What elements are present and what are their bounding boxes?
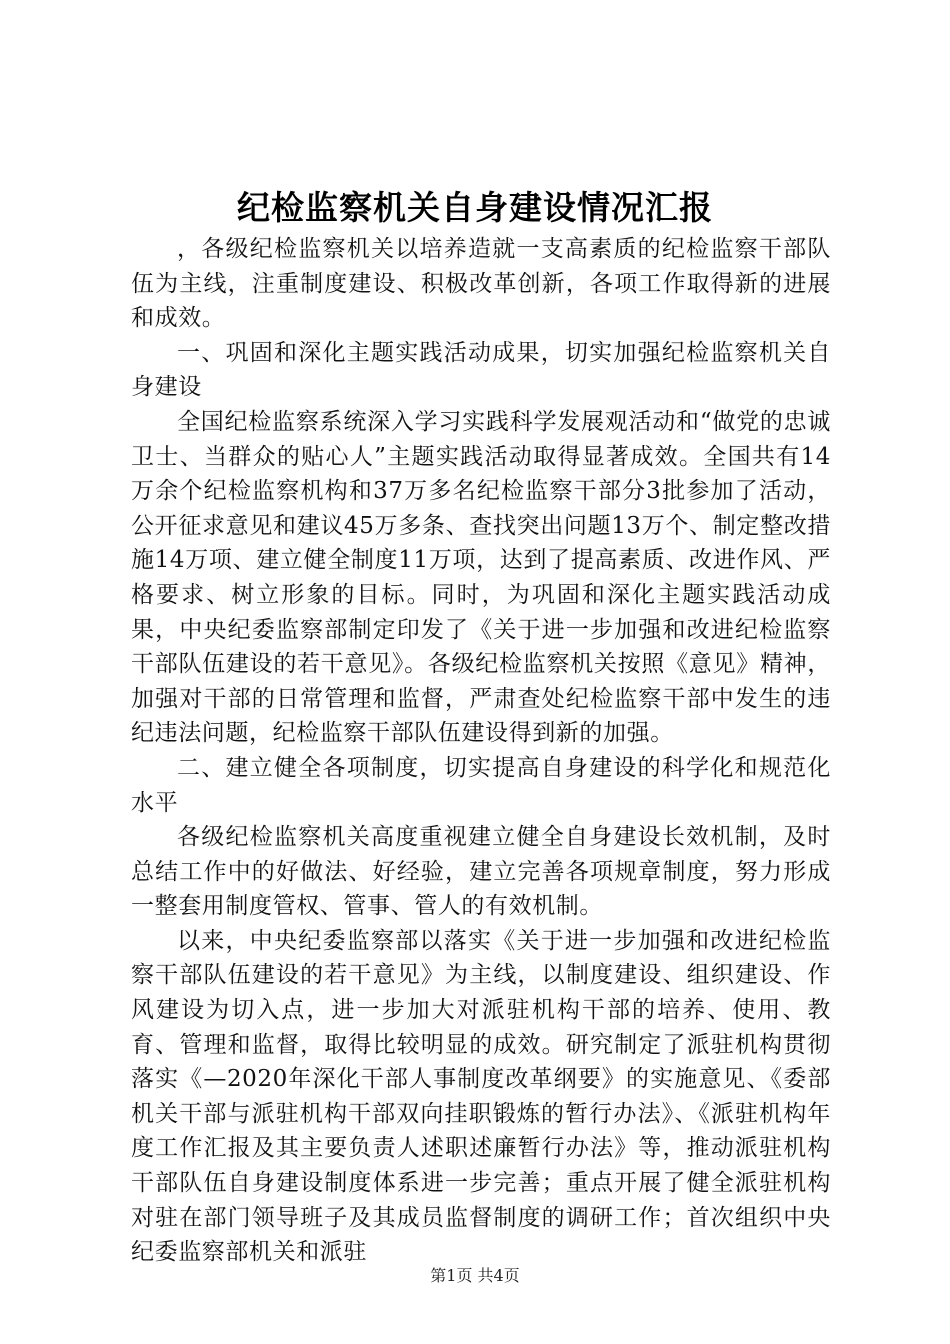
paragraph-intro: ，各级纪检监察机关以培养造就一支高素质的纪检监察干部队伍为主线，注重制度建设、积极改革创新，各项工作取得新的进展和成效。: [131, 236, 831, 332]
paragraph-section-1: 全国纪检监察系统深入学习实践科学发展观活动和“做党的忠诚卫士、当群众的贴心人”主题实践活动取得显著成效。全国共有14万余个纪检监察机构和37万多名纪检监察干部分3批参加了活动，公开征求意见和建议45万多条、查找突出问题13万个、制定整改措施14万项、建立健全制度11万项，达到了提高素质、改进作风、严格要求、树立形象的目标。同时，为巩固和深化主题实践活动成果，中央纪委监察部制定印发了《关于进一步加强和改进纪检监察干部队伍建设的若干意见》。各级纪检监察机关按照《意见》精神，加强对干部的日常管理和监督，严肃查处纪检监察干部中发生的违纪违法问题，纪检监察干部队伍建设得到新的加强。: [131, 408, 831, 747]
section-heading-1: 一、巩固和深化主题实践活动成果，切实加强纪检监察机关自身建设: [131, 339, 831, 401]
document-title: 纪检监察机关自身建设情况汇报: [237, 188, 713, 227]
document-body: [131, 232, 831, 1270]
paragraph-section-2b: 以来，中央纪委监察部以落实《关于进一步加强和改进纪检监察干部队伍建设的若干意见》为主线，以制度建设、组织建设、作风建设为切入点，进一步加大对派驻机构干部的培养、使用、教育、管理和监督，取得比较明显的成效。研究制定了派驻机构贯彻落实《—2020年深化干部人事制度改革纲要》的实施意见、《委部机关干部与派驻机构干部双向挂职锻炼的暂行办法》、《派驻机构年度工作汇报及其主要负责人述职述廉暂行办法》等，推动派驻机构干部队伍自身建设制度体系进一步完善；重点开展了健全派驻机构对驻在部门领导班子及其成员监督制度的调研工作；首次组织中央纪委监察部机关和派驻: [131, 927, 831, 1266]
page-number-footer: 第1页 共4页: [430, 1266, 520, 1285]
paragraph-section-2a: 各级纪检监察机关高度重视建立健全自身建设长效机制，及时总结工作中的好做法、好经验，建立完善各项规章制度，努力形成一整套用制度管权、管事、管人的有效机制。: [131, 824, 831, 920]
section-heading-2: 二、建立健全各项制度，切实提高自身建设的科学化和规范化水平: [131, 754, 831, 816]
